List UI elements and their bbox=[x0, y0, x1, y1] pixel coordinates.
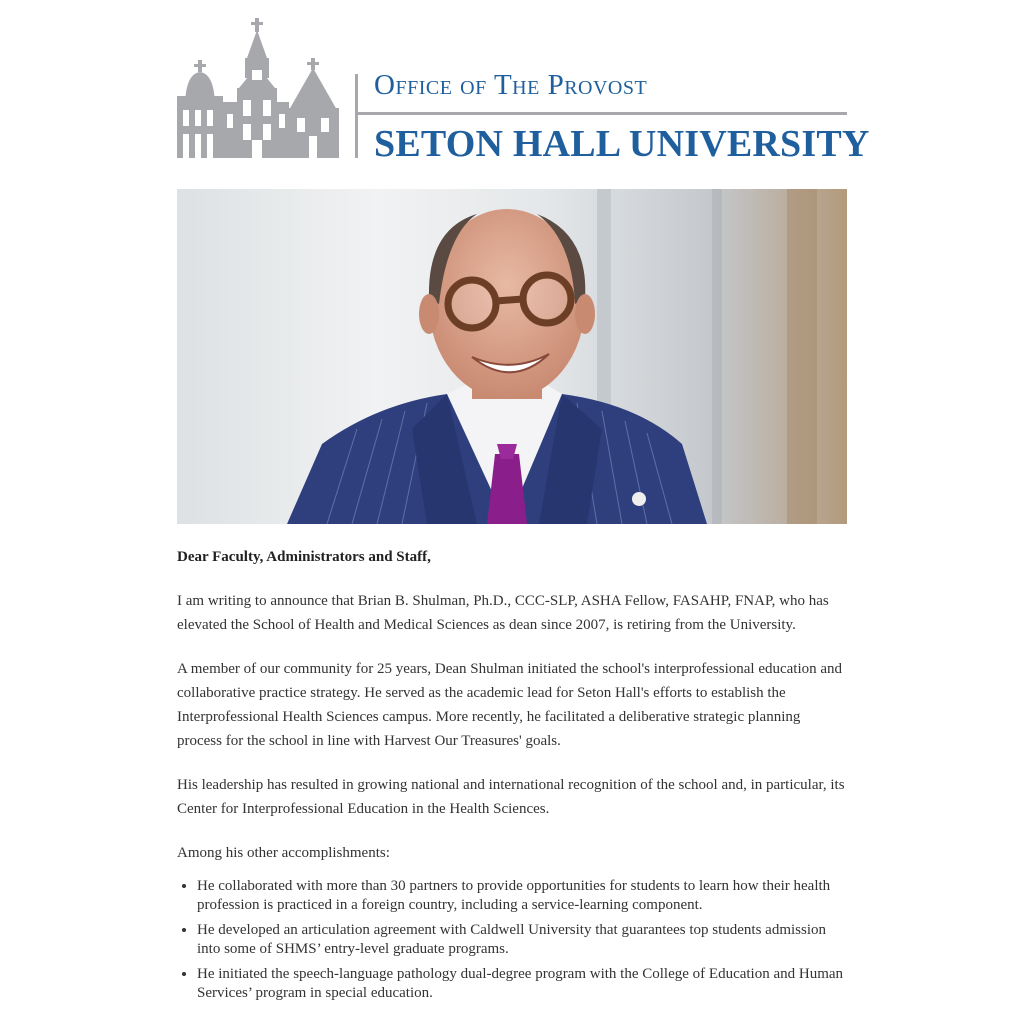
university-name: SETON HALL UNIVERSITY bbox=[374, 123, 870, 165]
accomplishments-intro: Among his other accomplishments: bbox=[177, 845, 390, 861]
list-item: • He initiated the speech-language pathology dual-degree program with the College of Education and Human Services’ program in special education. bbox=[197, 965, 847, 1003]
seton-hall-church-logo bbox=[177, 18, 342, 160]
letter-paragraph: A member of our community for 25 years, Dean Shulman initiated the school's interprofessional education and collaborative practice strategy. He served as the academic lead for Seton Hall's efforts to establish the Interprofessional Health Sciences campus. More recently, he facilitated a deliberative strategic planning process for the school in line with Harvest Our Treasures' goals. bbox=[177, 661, 843, 749]
letter-greeting: Dear Faculty, Administrators and Staff, bbox=[177, 549, 431, 565]
dean-portrait-photo bbox=[177, 189, 847, 524]
office-title: Office of The Provost bbox=[374, 69, 648, 101]
list-item: • He developed an articulation agreement with Caldwell University that guarantees top students admission into some of SHMS’ entry-level graduate programs. bbox=[197, 921, 847, 959]
list-item: • He collaborated with more than 30 partners to provide opportunities for students to learn how their health profession is practiced in a foreign country, including a service-learning component. bbox=[197, 877, 847, 915]
header-vertical-divider bbox=[355, 74, 358, 158]
header-horizontal-divider bbox=[358, 112, 847, 115]
letter-paragraph: I am writing to announce that Brian B. Shulman, Ph.D., CCC-SLP, ASHA Fellow, FASAHP, FNAP, who has elevated the School of Health and Medical Sciences as dean since 2007, is retiring from the University. bbox=[177, 593, 829, 633]
accomplishments-list bbox=[177, 877, 847, 1003]
portrait-illustration bbox=[177, 189, 847, 524]
email-container bbox=[177, 0, 870, 1001]
header-banner bbox=[177, 0, 870, 170]
letter-paragraph: His leadership has resulted in growing national and international recognition of the school and, in particular, its Center for Interprofessional Education in the Health Sciences. bbox=[177, 777, 845, 817]
letter-body bbox=[177, 540, 847, 1009]
